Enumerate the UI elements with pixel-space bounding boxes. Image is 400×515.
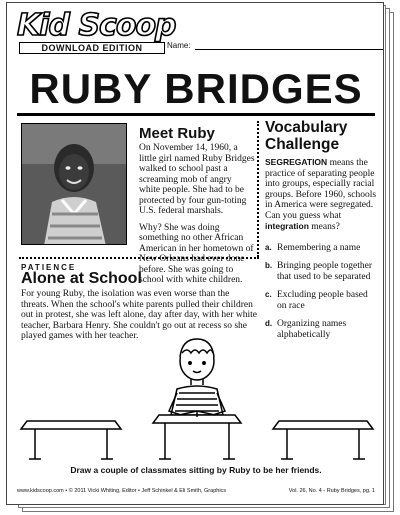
name-write-line (195, 42, 384, 50)
meet-paragraph: On November 14, 1960, a little girl named Ruby Bridges walked to school past a screaming mob of angry white people. She had to be protected by four gun-toting U.S. federal marshals. (139, 143, 255, 216)
vocabulary-definition (265, 157, 377, 233)
option-letter: d. (265, 319, 273, 328)
vocab-title-line: Challenge (265, 136, 340, 153)
option-letter: c. (265, 290, 272, 299)
vocab-option[interactable] (265, 243, 377, 254)
drawing-instruction: Draw a couple of classmates sitting by Ruby to be her friends. (70, 465, 322, 475)
meet-ruby-heading: Meet Ruby (139, 125, 215, 142)
vocab-def-text: means the practice of separating people into groups, especially racial groups. Before 1960, schools in America were segregated. Can you guess what (265, 158, 377, 221)
meet-ruby-text (139, 143, 255, 286)
patience-label: PATIENCE (21, 263, 77, 272)
vocab-title-line: Vocabulary (265, 119, 348, 136)
vocabulary-heading (265, 119, 377, 153)
kid-scoop-logo (17, 8, 176, 59)
worksheet-page (6, 2, 384, 505)
section-divider-vertical (257, 121, 259, 257)
alone-at-school-heading: Alone at School (21, 270, 142, 287)
vocab-option[interactable] (265, 290, 377, 311)
section-divider-horizontal (19, 257, 259, 259)
option-letter: a. (265, 242, 272, 252)
vocab-term-integration: integration (265, 221, 309, 231)
title-divider (17, 113, 375, 116)
option-text: Bringing people together that used to be separated (277, 261, 372, 282)
vocab-def-text: means? (308, 222, 340, 232)
logo-subtitle: DOWNLOAD EDITION (19, 42, 165, 54)
option-text: Remembering a name (277, 242, 361, 253)
footer (17, 488, 375, 494)
alone-at-school-text: For young Ruby, the isolation was even worse than the threats. When the school's white parents pulled their children out in protest, she was left alone, day after day, with her white teacher, Barbara Henry. She couldn't go out at recess so she played games with her teacher. (21, 289, 258, 341)
option-text: Organizing names alphabetically (277, 319, 347, 340)
option-letter: b. (265, 261, 273, 270)
classroom-drawing-area[interactable] (19, 323, 375, 463)
footer-credits: www.kidscoop.com • © 2011 Vicki Whiting, Editor • Jeff Schinkel & Eli Smith, Graphics (17, 488, 227, 494)
ruby-photo (21, 123, 127, 245)
name-field (167, 41, 384, 50)
vocab-term: SEGREGATION (265, 157, 328, 167)
logo-text: Kid Scoop (17, 8, 176, 43)
option-text: Excluding people based on race (277, 290, 368, 311)
meet-paragraph: Why? She was doing something no other African American in her hometown of New Orleans had ever done before. She was going to school with white children. (139, 222, 254, 285)
vocab-option[interactable] (265, 261, 377, 282)
name-label: Name: (167, 41, 191, 50)
page-title: RUBY BRIDGES (29, 65, 363, 112)
footer-issue: Vol. 26, No. 4 - Ruby Bridges, pg. 1 (288, 488, 375, 494)
vocabulary-challenge (265, 119, 377, 348)
